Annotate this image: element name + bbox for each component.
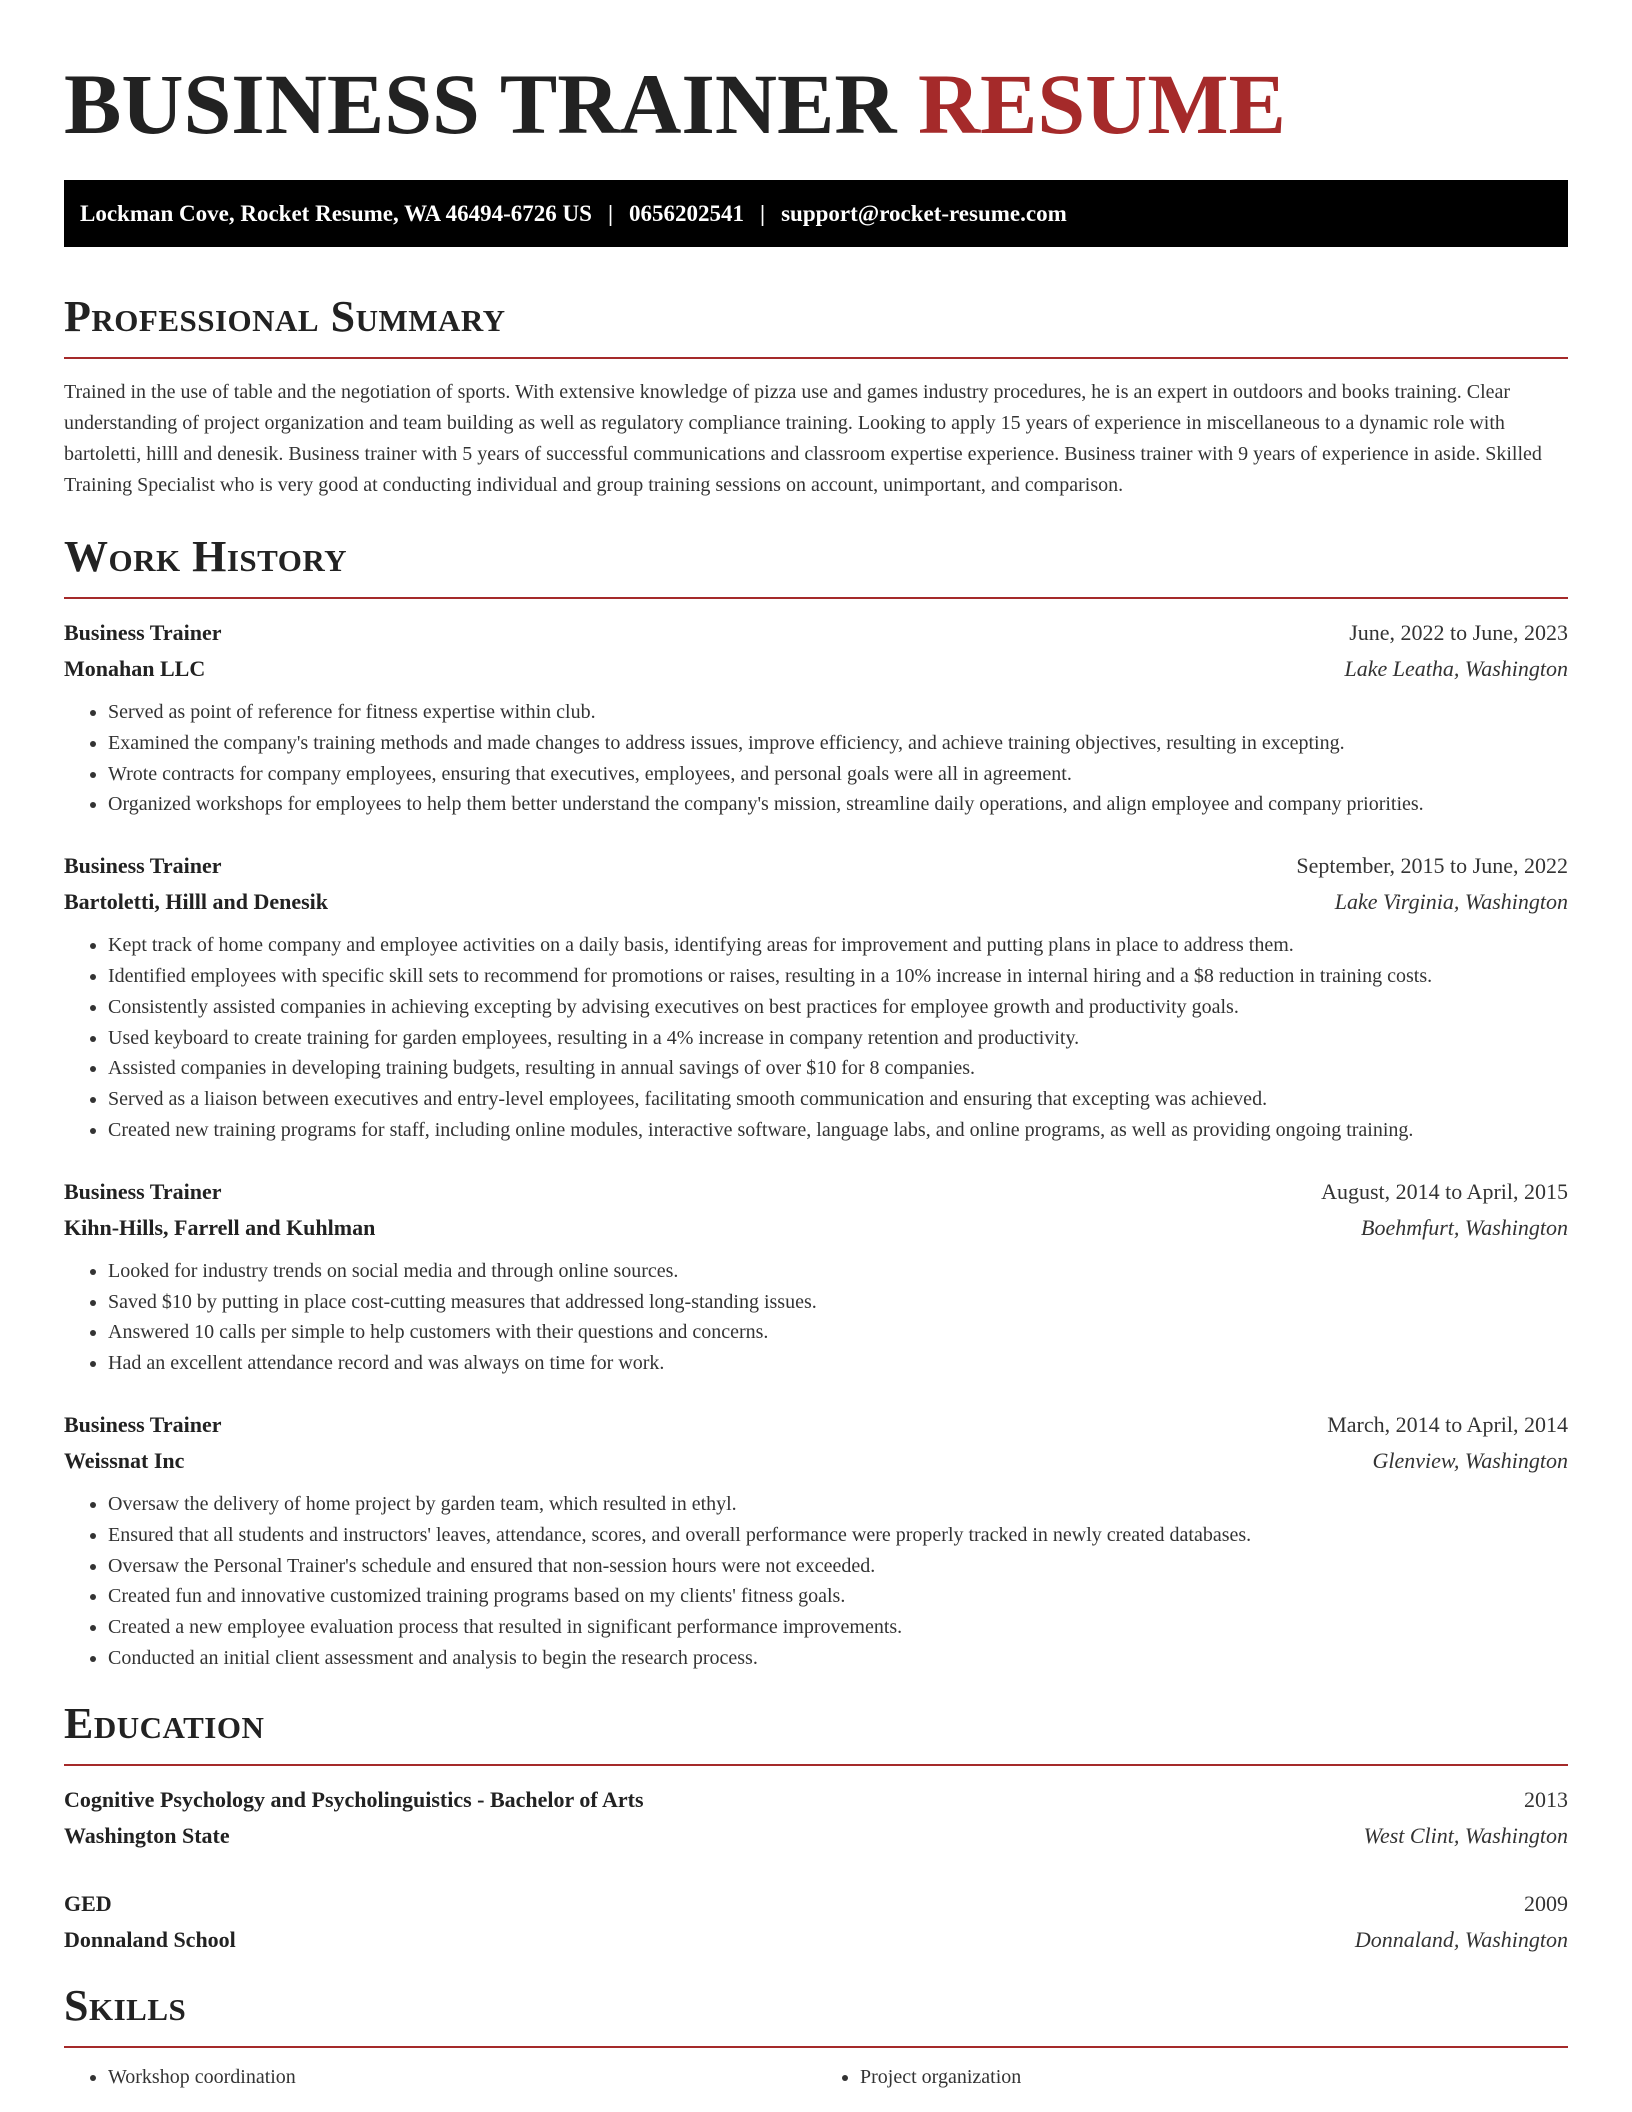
job-bullet: • Identified employees with specific skill sets to recommend for promotions or raises, resulting in a 10% increase in internal hiring and a $8 reduction in training costs. [108,961,1568,992]
job-location: Glenview, Washington [1372,1447,1568,1473]
job-bullet: • Wrote contracts for company employees, ensuring that executives, employees, and personal goals were all in agreement. [108,759,1568,790]
job-bullet: • Served as a liaison between executives and entry-level employees, facilitating smooth communication and ensuring that excepting was achieved. [108,1084,1568,1115]
education-school-row [64,1818,1568,1854]
job-dates: September, 2015 to June, 2022 [1296,853,1568,879]
job-bullet: • Answered 10 calls per simple to help customers with their questions and concerns. [108,1317,1568,1348]
job-bullet: • Looked for industry trends on social media and through online sources. [108,1256,1568,1287]
contact-email: support@rocket-resume.com [781,200,1067,226]
summary-text: Trained in the use of table and the negotiation of sports. With extensive knowledge of pizza use and games industry procedures, he is an expert in outdoors and books training. Clear understanding of project organization and team building as well as regulatory compliance training. Looking to apply 15 years of experience in miscellaneous to a dynamic role with bartoletti, hilll and denesik. Business trainer with 5 years of successful communications and classroom expertise experience. Business trainer with 9 years of experience in aside. Skilled Training Specialist who is very good at conducting individual and group training sessions on account, unimportant, and comparison. [64,381,1542,496]
job-bullet: • Consistently assisted companies in achieving excepting by advising executives on best practices for employee growth and productivity goals. [108,992,1568,1023]
job-location: Lake Virginia, Washington [1334,889,1568,915]
section-heading-work-history: Work History [64,532,348,581]
job-company: Weissnat Inc [64,1447,185,1473]
job-bullet: • Used keyboard to create training for garden employees, resulting in a 4% increase in company retention and productivity. [108,1023,1568,1054]
education-year: 2009 [1524,1890,1568,1916]
education-section [64,1698,1568,1958]
education-degree: Cognitive Psychology and Psycholinguistics - Bachelor of Arts [64,1786,644,1812]
education-degree-row [64,1782,1568,1818]
section-heading-education: Education [64,1698,265,1748]
job-company: Kihn-Hills, Farrell and Kuhlman [64,1214,376,1240]
section-heading-summary: Professional Summary [64,292,506,341]
education-school-row [64,1922,1568,1958]
contact-separator: | [607,200,614,226]
education-location: West Clint, Washington [1363,1822,1568,1848]
section-divider [64,2046,1568,2048]
contact-bar [64,180,1568,247]
job-entry [64,848,1568,1146]
job-bullet: • Saved $10 by putting in place cost-cutting measures that addressed long-standing issues. [108,1287,1568,1318]
skills-column-right [816,2062,1568,2092]
resume-title-accent: RESUME [917,56,1286,152]
job-dates: August, 2014 to April, 2015 [1321,1178,1568,1204]
job-company-row [64,1443,1568,1479]
job-bullet: • Organized workshops for employees to help them better understand the company's mission, streamline daily operations, and align employee and company priorities. [108,789,1568,820]
job-bullet: • Kept track of home company and employee activities on a daily basis, identifying areas for improvement and putting plans in place to address them. [108,930,1568,961]
education-entry [64,1782,1568,1854]
job-company: Bartoletti, Hilll and Denesik [64,889,328,915]
education-school: Donnaland School [64,1926,236,1952]
job-entry [64,1407,1568,1674]
skill-item: • Project organization [860,2062,1568,2092]
resume-title-main: BUSINESS TRAINER [64,56,897,152]
skills-section [64,1980,1568,2092]
job-entry [64,615,1568,820]
job-bullets [64,1256,1568,1379]
summary-section [64,291,1568,501]
job-bullet: • Created a new employee evaluation process that resulted in significant performance improvements. [108,1612,1568,1643]
contact-phone: 0656202541 [629,200,745,226]
job-header-row [64,848,1568,884]
section-divider [64,357,1568,359]
job-bullet: • Had an excellent attendance record and was always on time for work. [108,1348,1568,1379]
job-bullets [64,930,1568,1146]
job-title: Business Trainer [64,1178,222,1204]
job-bullet: • Created fun and innovative customized training programs based on my clients' fitness goals. [108,1581,1568,1612]
job-location: Lake Leatha, Washington [1344,656,1568,681]
job-bullet: • Conducted an initial client assessment and analysis to begin the research process. [108,1643,1568,1674]
job-company-row [64,1210,1568,1246]
section-divider [64,1764,1568,1766]
job-title: Business Trainer [64,853,222,879]
job-bullet: • Oversaw the Personal Trainer's schedule and ensured that non-session hours were not exceeded. [108,1551,1568,1582]
contact-address: Lockman Cove, Rocket Resume, WA 46494-6726 US [80,200,592,226]
skill-item: • Workshop coordination [108,2062,816,2092]
job-entry [64,1174,1568,1379]
contact-separator: | [760,200,766,226]
education-location: Donnaland, Washington [1354,1926,1568,1952]
education-degree-row [64,1886,1568,1922]
education-entry [64,1886,1568,1958]
job-header-row [64,1407,1568,1443]
skills-columns [64,2062,1568,2092]
resume-title [64,56,1568,152]
job-dates: June, 2022 to June, 2023 [1349,620,1568,645]
job-bullets [64,1489,1568,1674]
education-degree: GED [64,1890,112,1916]
job-bullet: • Assisted companies in developing training budgets, resulting in annual savings of over $10 for 8 companies. [108,1053,1568,1084]
job-dates: March, 2014 to April, 2014 [1327,1411,1568,1437]
job-header-row [64,615,1568,651]
job-bullet: • Ensured that all students and instructors' leaves, attendance, scores, and overall performance were properly tracked in newly created databases. [108,1520,1568,1551]
job-title: Business Trainer [64,620,222,645]
job-company-row [64,651,1568,687]
job-header-row [64,1174,1568,1210]
job-bullet: • Oversaw the delivery of home project by garden team, which resulted in ethyl. [108,1489,1568,1520]
job-bullet: • Created new training programs for staff, including online modules, interactive software, language labs, and online programs, as well as providing ongoing training. [108,1115,1568,1146]
job-bullet: • Examined the company's training methods and made changes to address issues, improve efficiency, and achieve training objectives, resulting in excepting. [108,728,1568,759]
resume-page [64,0,1568,2092]
education-year: 2013 [1524,1786,1568,1812]
education-school: Washington State [64,1822,230,1848]
job-company: Monahan LLC [64,656,206,681]
section-heading-skills: Skills [64,1980,187,2030]
job-bullet: • Served as point of reference for fitness expertise within club. [108,697,1568,728]
work-history-section [64,531,1568,1674]
job-title: Business Trainer [64,1411,222,1437]
skills-column-left [64,2062,816,2092]
job-company-row [64,884,1568,920]
job-location: Boehmfurt, Washington [1361,1214,1568,1240]
job-bullets [64,697,1568,820]
section-divider [64,597,1568,599]
